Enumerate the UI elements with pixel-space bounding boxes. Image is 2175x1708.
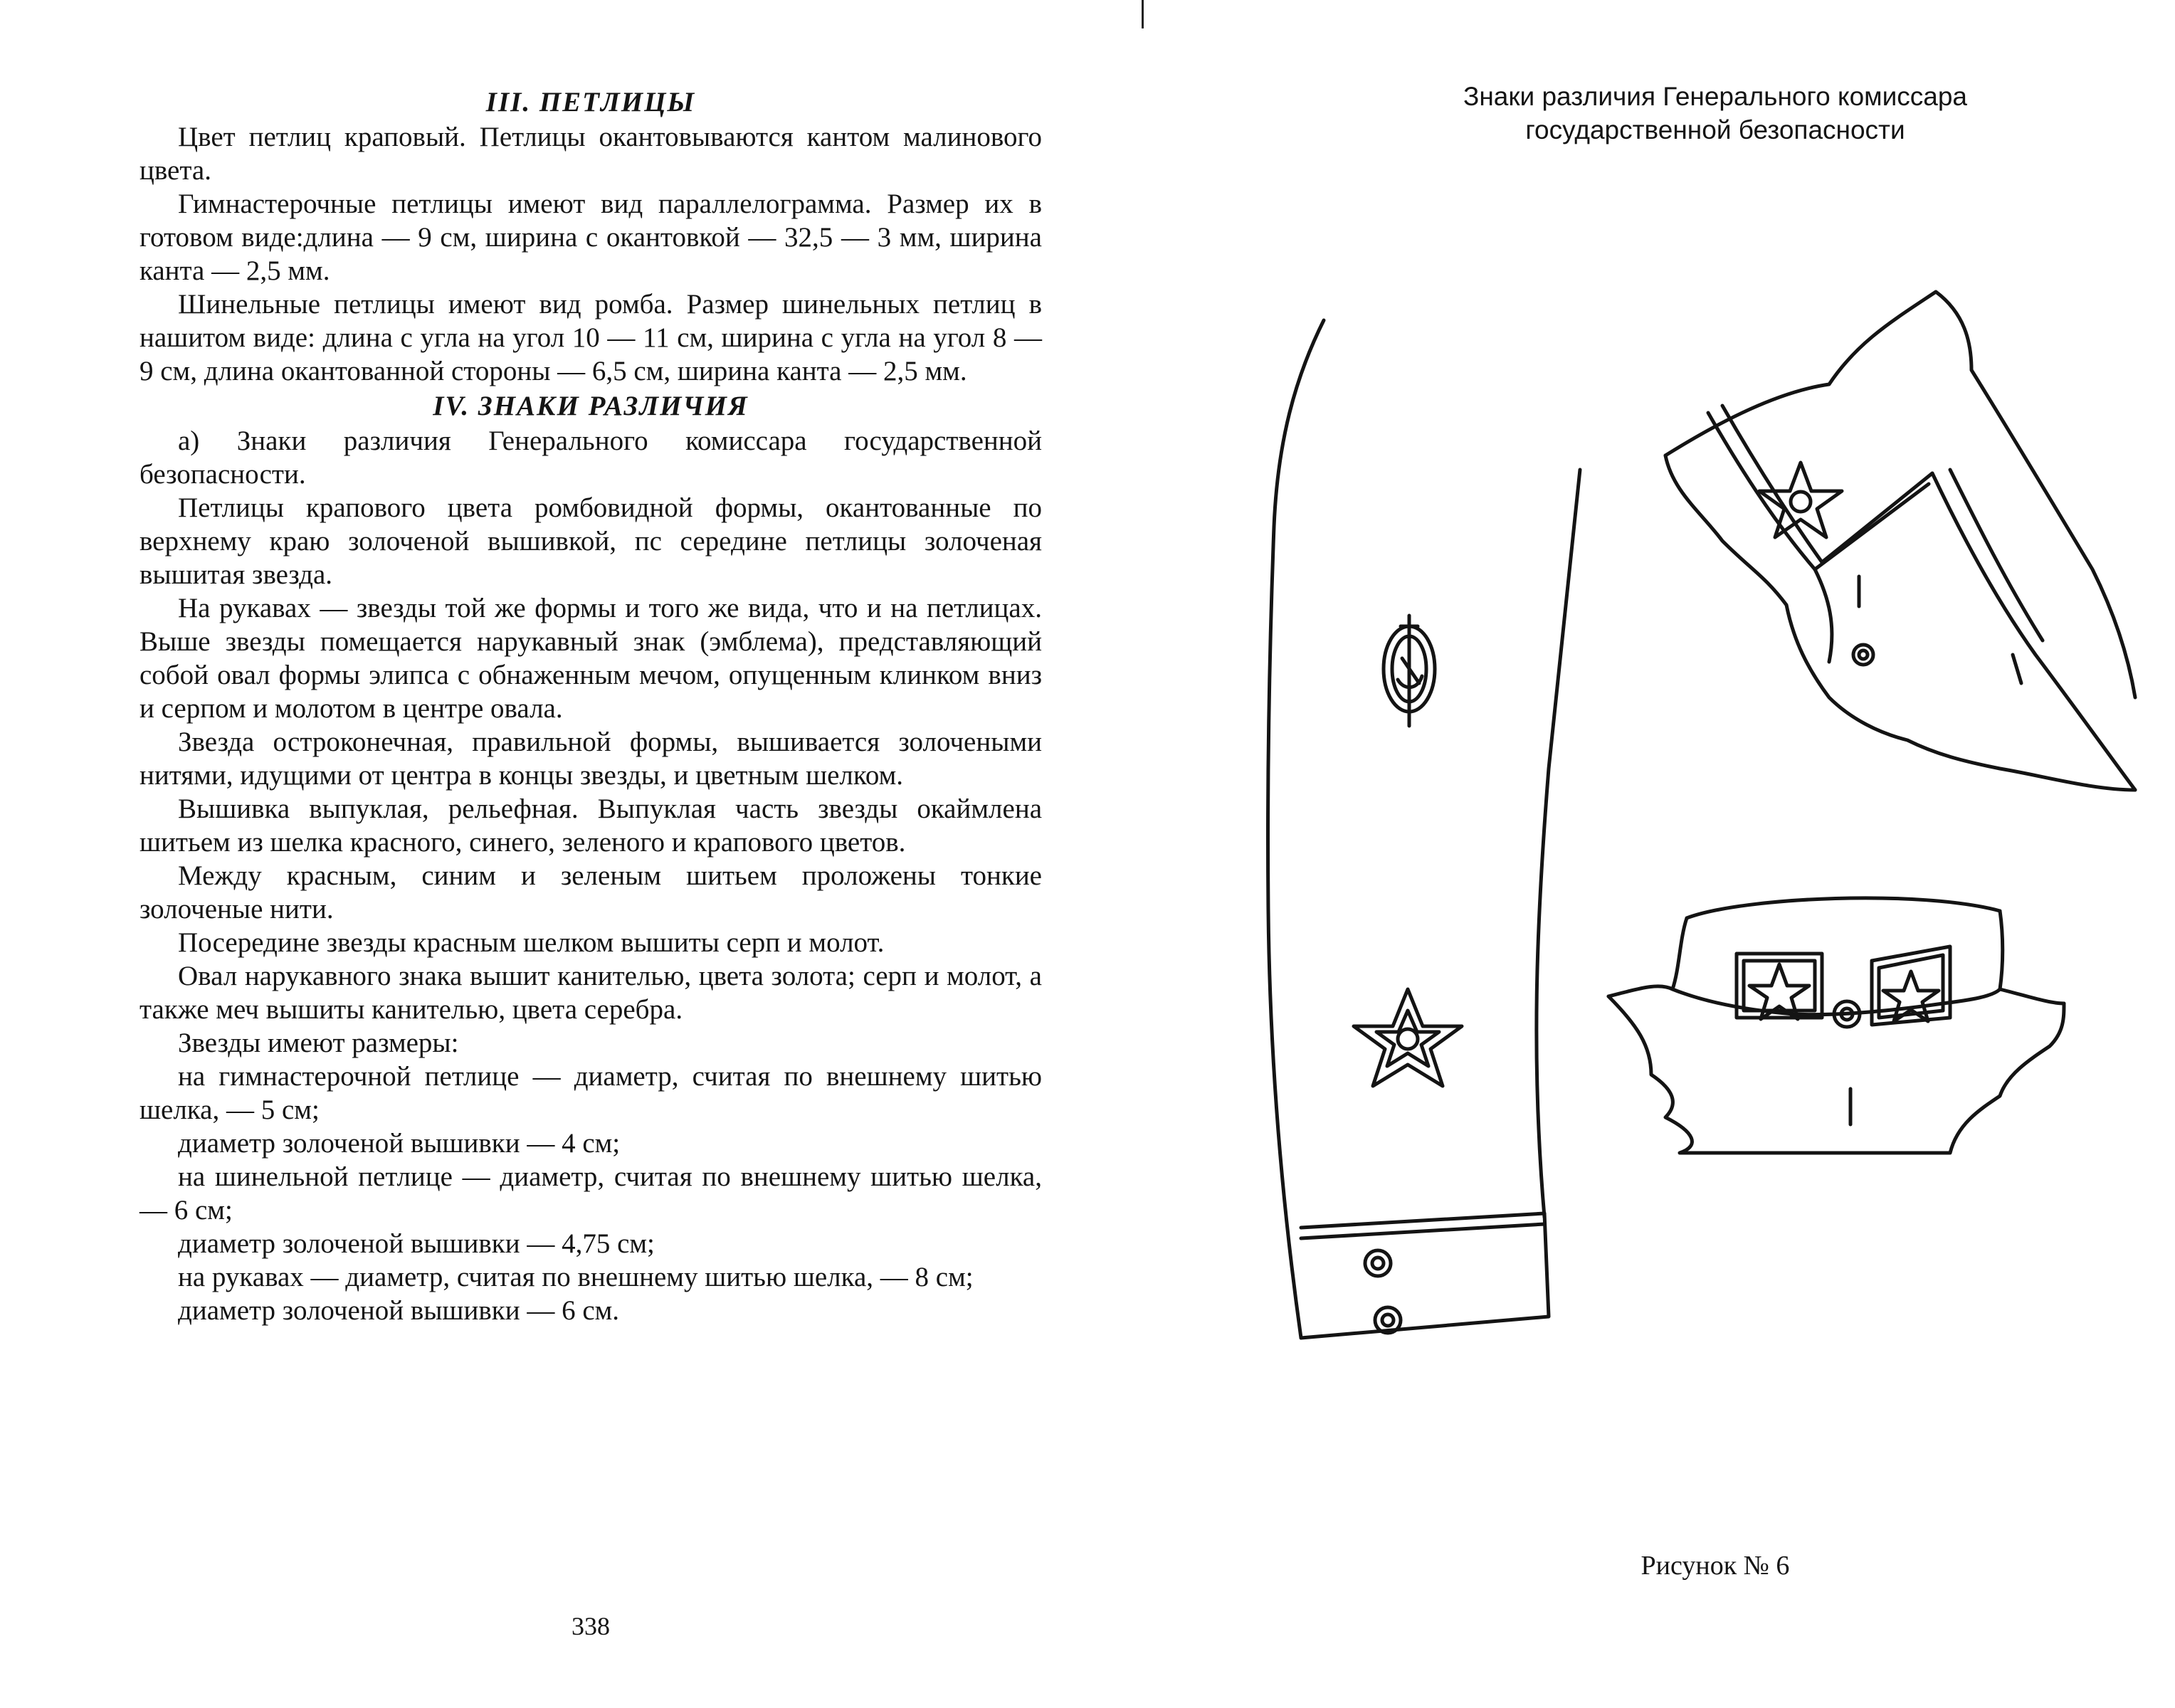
size-item: на шинельной петлице — диаметр, считая по внешнему шитью шелка, — 6 см; [139, 1161, 1042, 1225]
section4-paragraph: Между красным, синим и зеленым шитьем проложены тонкие золоченые нити. [139, 860, 1042, 924]
section3-heading: III. ПЕТЛИЦЫ [485, 87, 696, 117]
section4-paragraph: На рукавах — звезды той же формы и того же вида, что и на петлицах. Выше звезды помещается нарукавный знак (эмблема), представляющий собой овал формы элипса с обнаженным мечом, опущенным клинком вниз и серпом и молотом в центре овала. [139, 593, 1042, 724]
section4-paragraph: Звезды имеют размеры: [178, 1028, 459, 1058]
section3-paragraph: Цвет петлиц краповый. Петлицы окантовываются кантом малинового цвета. [139, 122, 1042, 186]
section4-paragraph: Петлицы крапового цвета ромбовидной формы, окантованные по верхнему краю золоченой вышивкой, пс середине петлицы золоченая вышитая звезда. [139, 492, 1042, 590]
section3-paragraph: Шинельные петлицы имеют вид ромба. Размер шинельных петлиц в нашитом виде: длина с угла на угол 10 — 11 см, ширина с угла на угол 8 — 9 см, длина окантованной стороны — 6,5 см, ширина канта — 2,5 мм. [139, 289, 1042, 386]
figure-caption: Рисунок № 6 [1641, 1551, 1790, 1581]
figure-title [1324, 80, 2107, 147]
figure-title-line2: государственной безопасности [1525, 115, 1905, 144]
section4-paragraph: а) Знаки различия Генерального комиссара государственной безопасности. [139, 426, 1042, 490]
section4-paragraph: Вышивка выпуклая, рельефная. Выпуклая часть звезды окаймлена шитьем из шелка красного, синего, зеленого и крапового цветов. [139, 794, 1042, 858]
figure-title-line1: Знаки различия Генерального комиссара [1463, 82, 1968, 111]
button-icon [1365, 1250, 1391, 1276]
sleeve-star-icon [1354, 989, 1462, 1086]
page-number: 338 [572, 1612, 610, 1640]
tunic-collar-drawing [1608, 898, 2064, 1153]
section4-paragraph: Овал нарукавного знака вышит канителью, цвета золота; серп и молот, а также меч вышиты канителью, цвета серебра. [139, 961, 1042, 1025]
section4-heading: IV. ЗНАКИ РАЗЛИЧИЯ [433, 391, 749, 421]
greatcoat-collar-drawing [1665, 292, 2135, 790]
size-item: диаметр золоченой вышивки — 6 см. [178, 1295, 620, 1326]
section4-paragraph: Звезда остроконечная, правильной формы, вышивается золочеными нитями, идущими от центра в концы звезды, и цветным шелком. [139, 727, 1042, 791]
size-item: диаметр золоченой вышивки — 4 см; [178, 1128, 621, 1159]
section3-paragraph: Гимнастерочные петлицы имеют вид параллелограмма. Размер их в готовом виде:длина — 9 см, ширина с окантовкой — 32,5 — 3 мм, ширина канта — 2,5 мм. [139, 189, 1042, 286]
uniform-illustration [1210, 270, 2164, 1438]
sleeve-emblem-icon [1384, 616, 1435, 726]
sleeve-drawing [1268, 320, 1580, 1338]
page-fold-mark [1142, 0, 1144, 28]
size-item: на рукавах — диаметр, считая по внешнему шитью шелка, — 8 см; [178, 1262, 974, 1292]
size-item: диаметр золоченой вышивки — 4,75 см; [178, 1228, 655, 1259]
section4-paragraph: Посередине звезды красным шелком вышиты серп и молот. [178, 927, 885, 958]
left-page-text [139, 84, 1042, 1327]
collar-star-icon [1759, 463, 1842, 537]
size-item: на гимнастерочной петлице — диаметр, считая по внешнему шитью шелка, — 5 см; [139, 1061, 1042, 1125]
button-icon [1853, 645, 1873, 665]
